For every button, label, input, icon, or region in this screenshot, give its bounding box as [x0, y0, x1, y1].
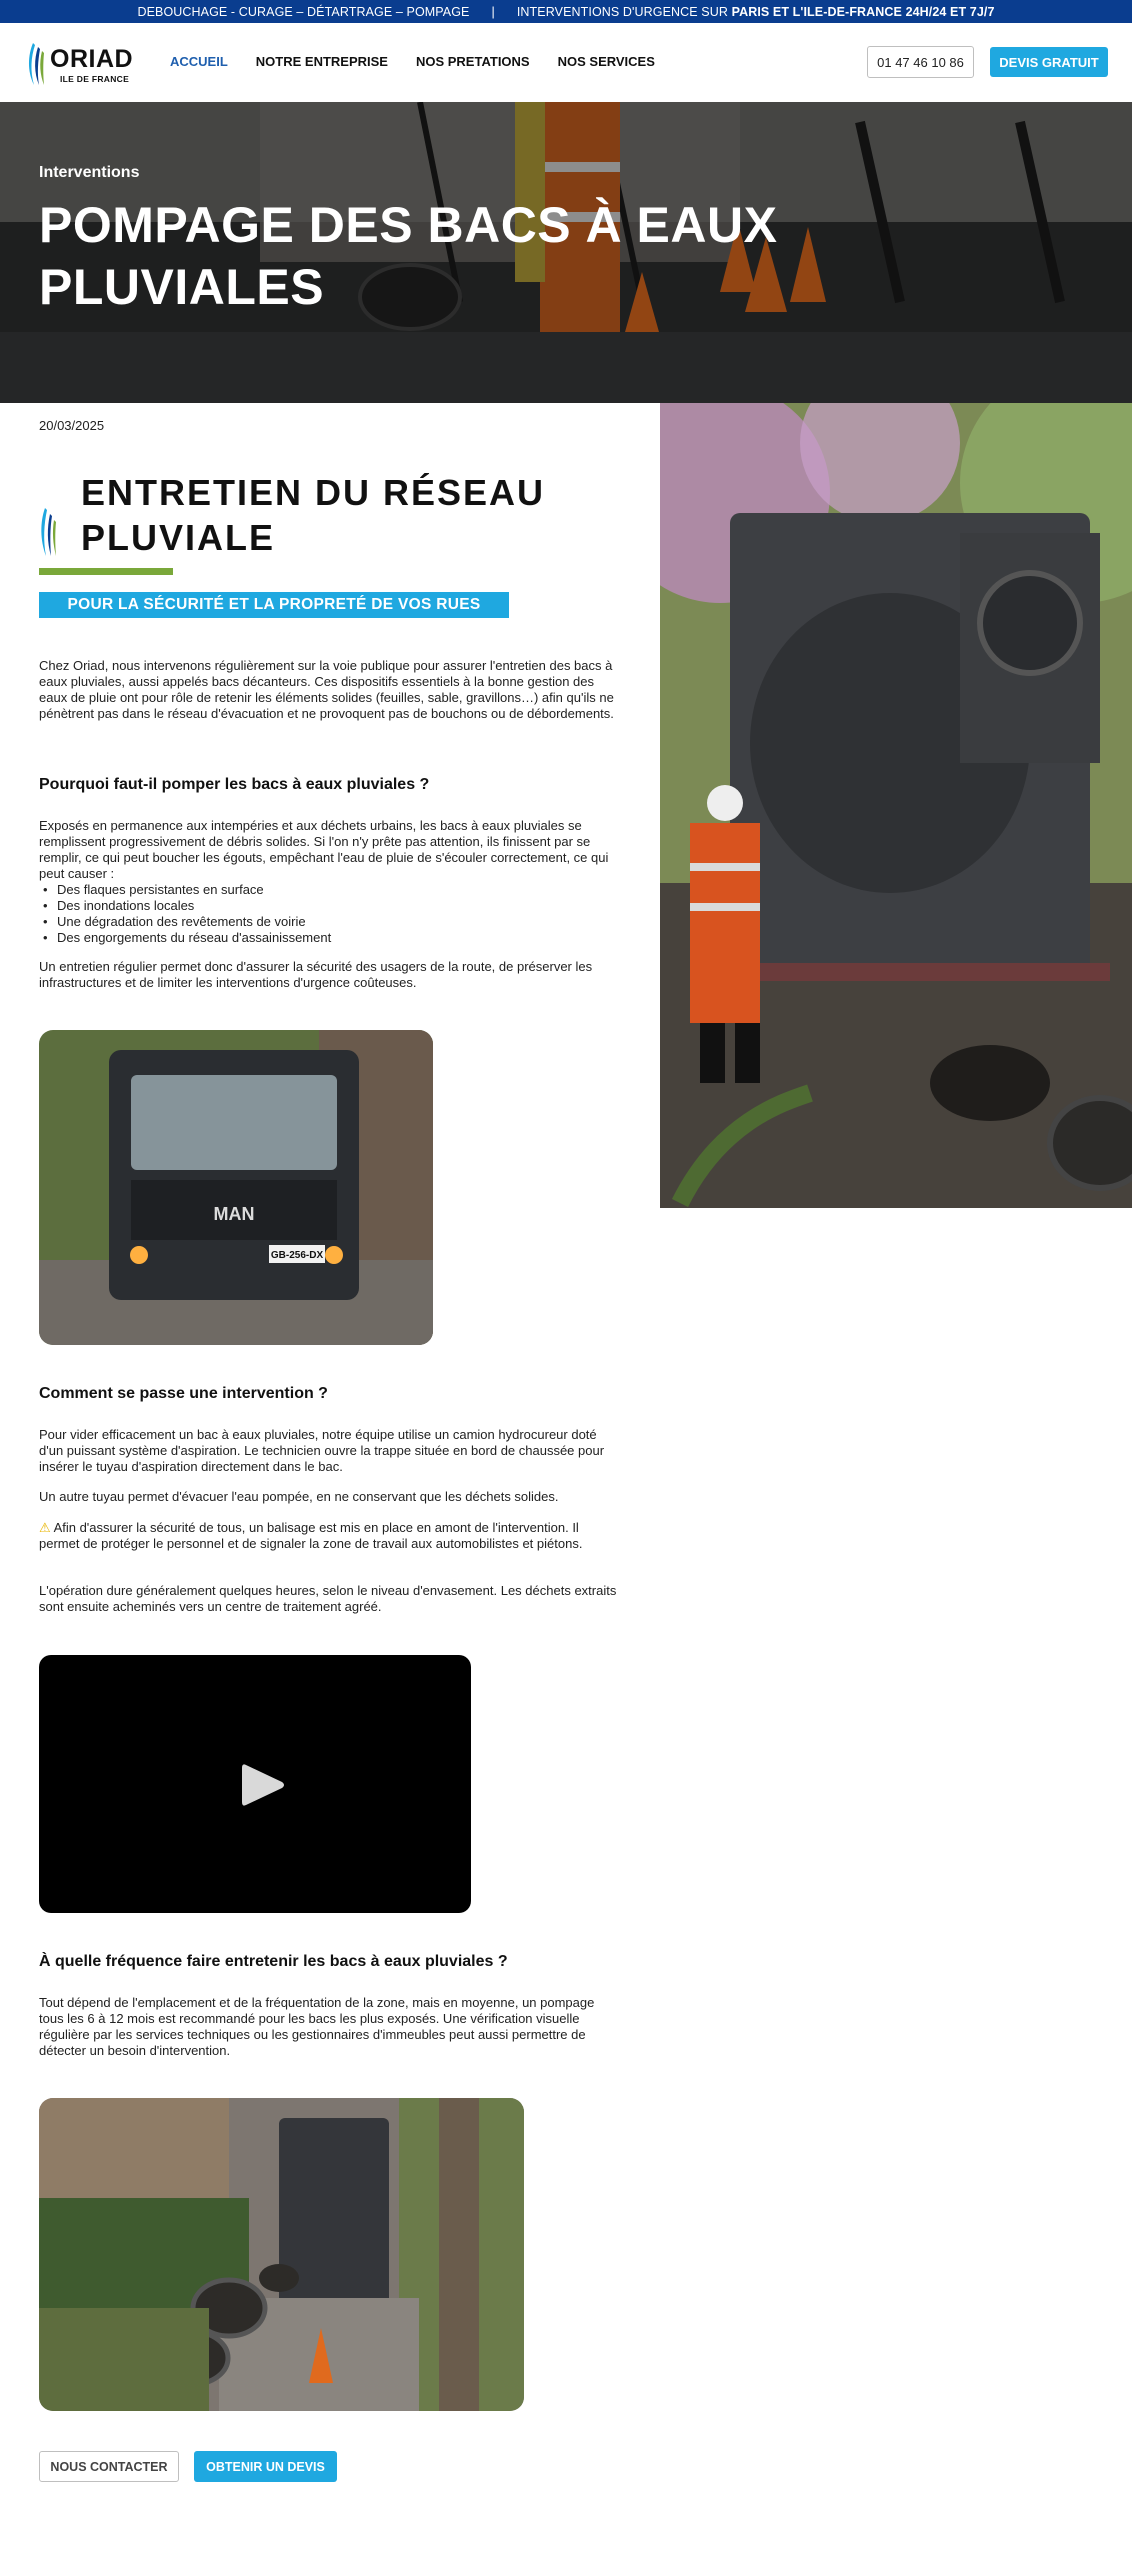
logo-wordmark: ORIAD: [50, 45, 134, 73]
street-photo: [39, 2098, 524, 2411]
nav-accueil[interactable]: ACCUEIL: [170, 54, 228, 69]
topbar-emergency-area: PARIS ET L'ILE-DE-FRANCE 24H/24 ET 7J/7: [731, 4, 995, 19]
list-item: • Des inondations locales: [39, 898, 617, 914]
topbar-services: DEBOUCHAGE - CURAGE – DÉTARTRAGE – POMPAGE: [137, 4, 470, 19]
safety-text: Afin d'assurer la sécurité de tous, un balisage est mis en place en amont de l'intervention. Il permet de protéger le personnel et de signaler la zone de travail aux automobilistes et piétons.: [39, 1520, 583, 1551]
warning-icon: ⚠: [39, 1520, 51, 1535]
topbar-emergency-prefix: INTERVENTIONS D'URGENCE SUR: [516, 4, 728, 19]
consequences-list: [39, 882, 617, 946]
section-how-paragraph-1: Pour vider efficacement un bac à eaux pluviales, notre équipe utilise un camion hydrocureur doté d'un puissant système d'aspiration. Le technicien ouvre la trappe située en bord de chaussée pour insérer le tuyau d'aspiration directement dans le bac.: [39, 1427, 605, 1474]
play-icon[interactable]: [240, 1761, 286, 1809]
list-item: • Des flaques persistantes en surface: [39, 882, 617, 898]
site-logo[interactable]: [26, 41, 136, 87]
intro-paragraph: Chez Oriad, nous intervenons régulièrement sur la voie publique pour assurer l'entretien des bacs à eaux pluviales, aussi appelés bacs décanteurs. Ces dispositifs essentiels à la bonne gestion des eaux de pluie ont pour rôle de retenir les éléments solides (feuilles, sable, gravillons…) afin qu'ils ne pénètrent pas dans le réseau d'évacuation et ne provoquent pas de bouchons ou de débordements.: [39, 658, 614, 721]
page-title: POMPAGE DES BACS À EAUX PLUVIALES: [39, 197, 778, 315]
water-drop-icon: [39, 506, 59, 558]
section-how-paragraph-4: L'opération dure généralement quelques heures, selon le niveau d'envasement. Les déchets extraits sont ensuite acheminés vers un centre de traitement agréé.: [39, 1583, 617, 1614]
topbar-separator: |: [491, 4, 495, 19]
article-date: 20/03/2025: [39, 418, 105, 433]
article-tagline: POUR LA SÉCURITÉ ET LA PROPRETÉ DE VOS RUES: [39, 592, 509, 618]
nav-notre-entreprise[interactable]: NOTRE ENTREPRISE: [255, 54, 388, 69]
video-player[interactable]: [39, 1655, 471, 1913]
section-frequency-paragraph: Tout dépend de l'emplacement et de la fréquentation de la zone, mais en moyenne, un pompage tous les 6 à 12 mois est recommandé pour les bacs les plus exposés. Une vérification visuelle régulière par les services techniques ou les gestionnaires d'immeubles peut aussi permettre de détecter un besoin d'intervention.: [39, 1995, 595, 2058]
top-announcement-bar: [0, 0, 1132, 23]
section-why-body: [39, 818, 617, 946]
truck-brand-label: MAN: [213, 1204, 255, 1224]
contact-button[interactable]: NOUS CONTACTER: [39, 2451, 179, 2482]
heading-underline: [39, 568, 173, 575]
intervention-photo: [660, 403, 1132, 1208]
list-item: • Une dégradation des revêtements de voirie: [39, 914, 617, 930]
get-quote-button[interactable]: OBTENIR UN DEVIS: [194, 2451, 337, 2482]
hero-category: Interventions: [39, 164, 140, 181]
section-how-paragraph-3: [39, 1520, 617, 1552]
section-how-title: Comment se passe une intervention ?: [39, 1385, 328, 1402]
site-header: [0, 23, 1132, 102]
section-frequency-title: À quelle fréquence faire entretenir les bacs à eaux pluviales ?: [39, 1953, 508, 1970]
article-heading: ENTRETIEN DU RÉSEAU PLUVIALE: [81, 472, 546, 558]
phone-button[interactable]: 01 47 46 10 86: [867, 46, 974, 78]
section-how-paragraph-2: Un autre tuyau permet d'évacuer l'eau pompée, en ne conservant que les déchets solides.: [39, 1489, 559, 1504]
truck-photo: [39, 1030, 433, 1345]
free-quote-button[interactable]: DEVIS GRATUIT: [990, 47, 1108, 77]
section-why-title: Pourquoi faut-il pomper les bacs à eaux pluviales ?: [39, 776, 430, 793]
section-why-paragraph: Exposés en permanence aux intempéries et aux déchets urbains, les bacs à eaux pluviales se remplissent progressivement de débris solides. Si l'on n'y prête pas attention, ils finissent par se remplir, ce qui peut boucher les égouts, empêchant l'eau de pluie de s'écouler correctement, ce qui peut causer :: [39, 818, 609, 881]
section-why-conclusion: Un entretien régulier permet donc d'assurer la sécurité des usagers de la route, de préserver les infrastructures et de limiter les interventions d'urgence coûteuses.: [39, 959, 593, 990]
list-item: • Des engorgements du réseau d'assainissement: [39, 930, 617, 946]
logo-subtitle: ILE DE FRANCE: [60, 74, 130, 84]
main-navigation: [170, 54, 655, 69]
hero-banner: [0, 102, 1132, 403]
nav-nos-pretations[interactable]: NOS PRETATIONS: [415, 54, 530, 69]
topbar-emergency: [517, 5, 995, 19]
truck-plate-label: GB-256-DX: [270, 1250, 324, 1261]
nav-nos-services[interactable]: NOS SERVICES: [557, 54, 655, 69]
water-drop-logo-icon: [26, 41, 48, 87]
